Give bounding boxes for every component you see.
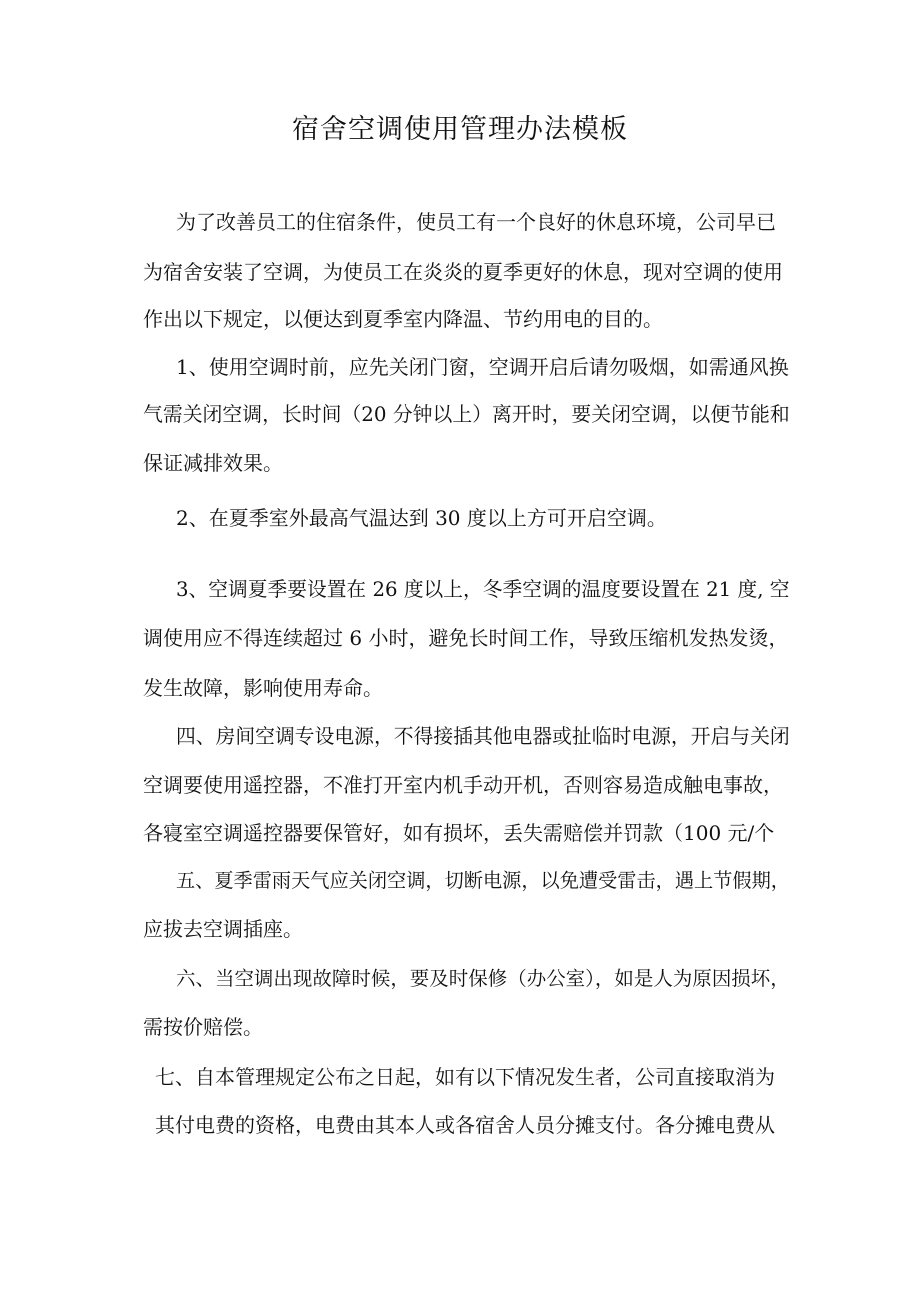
- rule-1-line-2: 气需关闭空调，长时间（20 分钟以上）离开时，要关闭空调，以便节能和: [143, 403, 790, 426]
- rule-7-line-2: 其付电费的资格，电费由其本人或各宿舍人员分摊支付。各分摊电费从: [155, 1113, 775, 1137]
- intro-line-3: 作出以下规定，以便达到夏季室内降温、节约用电的目的。: [143, 307, 663, 331]
- rule-1-line-1: 1、使用空调时前，应先关闭门窗，空调开启后请勿吸烟，如需通风换: [176, 355, 789, 379]
- page-title: 宿舍空调使用管理办法模板: [292, 114, 628, 145]
- rule-1-line-3: 保证减排效果。: [143, 451, 283, 475]
- rule-3-line-1: 3、空调夏季要设置在 26 度以上，冬季空调的温度要设置在 21 度, 空: [176, 578, 790, 601]
- rule-3-line-3: 发生故障，影响使用寿命。: [143, 676, 383, 700]
- rule-6-line-2: 需按价赔偿。: [143, 1015, 263, 1039]
- rule-2-line-1: 2、在夏季室外最高气温达到 30 度以上方可开启空调。: [176, 506, 667, 530]
- rule-7-line-1: 七、自本管理规定公布之日起，如有以下情况发生者，公司直接取消为: [155, 1065, 775, 1089]
- rule-5-line-1: 五、夏季雷雨天气应关闭空调，切断电源，以免遭受雷击，遇上节假期，: [176, 869, 790, 892]
- rule-6-line-1: 六、当空调出现故障时候，要及时保修（办公室），如是人为原因损坏，: [176, 967, 790, 990]
- rule-4-line-1: 四、房间空调专设电源，不得接插其他电器或扯临时电源，开启与关闭: [176, 725, 790, 748]
- rule-5-line-2: 应拔去空调插座。: [143, 917, 303, 941]
- rule-4-line-3: 各寝室空调遥控器要保管好，如有损坏，丢失需赔偿并罚款（100 元/个: [143, 821, 775, 845]
- intro-line-2: 为宿舍安装了空调，为使员工在炎炎的夏季更好的休息，现对空调的使用: [143, 260, 783, 284]
- rule-4-line-2: 空调要使用遥控器，不准打开室内机手动开机，否则容易造成触电事故，: [143, 773, 783, 797]
- intro-line-1: 为了改善员工的住宿条件，使员工有一个良好的休息环境，公司早已: [176, 210, 776, 234]
- rule-3-line-2: 调使用应不得连续超过 6 小时，避免长时间工作，导致压缩机发热发烫，: [143, 626, 789, 650]
